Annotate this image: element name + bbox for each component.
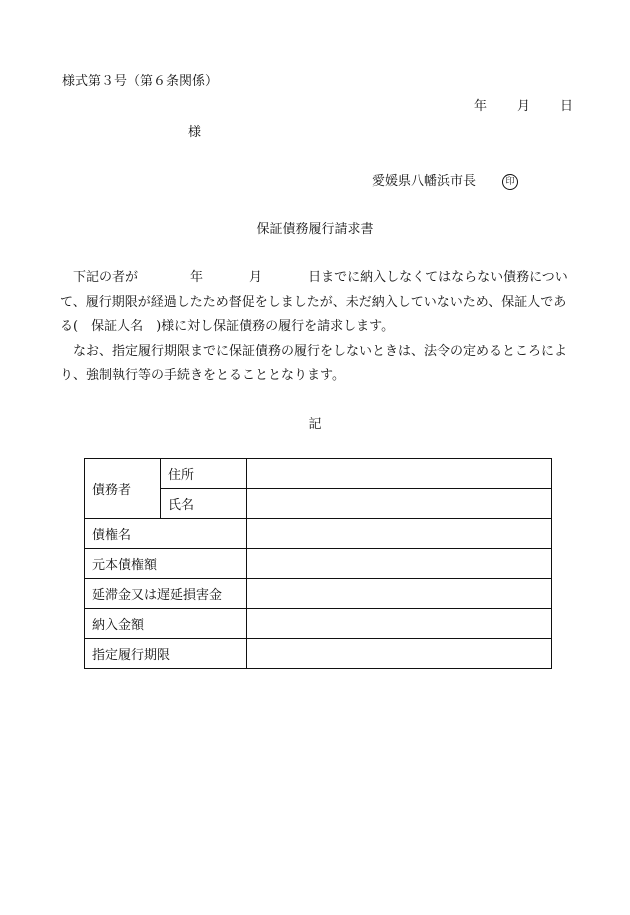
table-row bbox=[85, 549, 552, 579]
table-row bbox=[85, 609, 552, 639]
row-value[interactable] bbox=[247, 579, 552, 609]
p2-text: なお、指定履行期限までに保証債務の履行をしないときは、法令の定めるところにより、強制執行等の手続きをとることとなります。 bbox=[60, 343, 568, 383]
addressee-suffix: 様 bbox=[188, 125, 202, 140]
row-label: 指定履行期限 bbox=[85, 639, 247, 669]
date-year: 年 bbox=[474, 99, 488, 114]
issuer bbox=[372, 170, 518, 190]
p1-part-c: )様に対し保証債務の履行を請求します。 bbox=[156, 319, 395, 334]
table-row bbox=[85, 519, 552, 549]
paragraph-2 bbox=[60, 340, 576, 389]
document-title: 保証債務履行請求書 bbox=[256, 222, 374, 237]
p1-part-b: 日までに納入しなくてはならない債務について、履行期限が経過したため督促をしましたが、未だ納入していないため、保証人である( bbox=[60, 270, 568, 334]
table-row bbox=[85, 579, 552, 609]
row-value[interactable] bbox=[247, 639, 552, 669]
address-label: 住所 bbox=[161, 459, 247, 489]
address-value[interactable] bbox=[247, 459, 552, 489]
name-label: 氏名 bbox=[161, 489, 247, 519]
date-line bbox=[474, 95, 573, 114]
paragraph-1 bbox=[60, 266, 576, 340]
row-label: 延滞金又は遅延損害金 bbox=[85, 579, 247, 609]
issuer-name: 愛媛県八幡浜市長 bbox=[372, 174, 477, 189]
seal-mark: 印 bbox=[502, 174, 518, 190]
body-text bbox=[60, 266, 576, 389]
p1-part-a: 下記の者が bbox=[73, 270, 139, 285]
form-number: 様式第３号（第６条関係） bbox=[62, 74, 219, 89]
row-label: 元本債権額 bbox=[85, 549, 247, 579]
date-day: 日 bbox=[560, 99, 574, 114]
row-value[interactable] bbox=[247, 549, 552, 579]
row-value[interactable] bbox=[247, 609, 552, 639]
details-table bbox=[84, 458, 552, 669]
ki-heading: 記 bbox=[308, 417, 322, 432]
row-label: 納入金額 bbox=[85, 609, 247, 639]
p1-year: 年 bbox=[190, 270, 204, 285]
table-row bbox=[85, 639, 552, 669]
debtor-label: 債務者 bbox=[85, 459, 161, 519]
date-month: 月 bbox=[517, 99, 531, 114]
table-row bbox=[85, 459, 552, 489]
row-value[interactable] bbox=[247, 519, 552, 549]
p1-guarantor: 保証人名 bbox=[91, 319, 144, 334]
name-value[interactable] bbox=[247, 489, 552, 519]
p1-month: 月 bbox=[249, 270, 263, 285]
row-label: 債権名 bbox=[85, 519, 247, 549]
